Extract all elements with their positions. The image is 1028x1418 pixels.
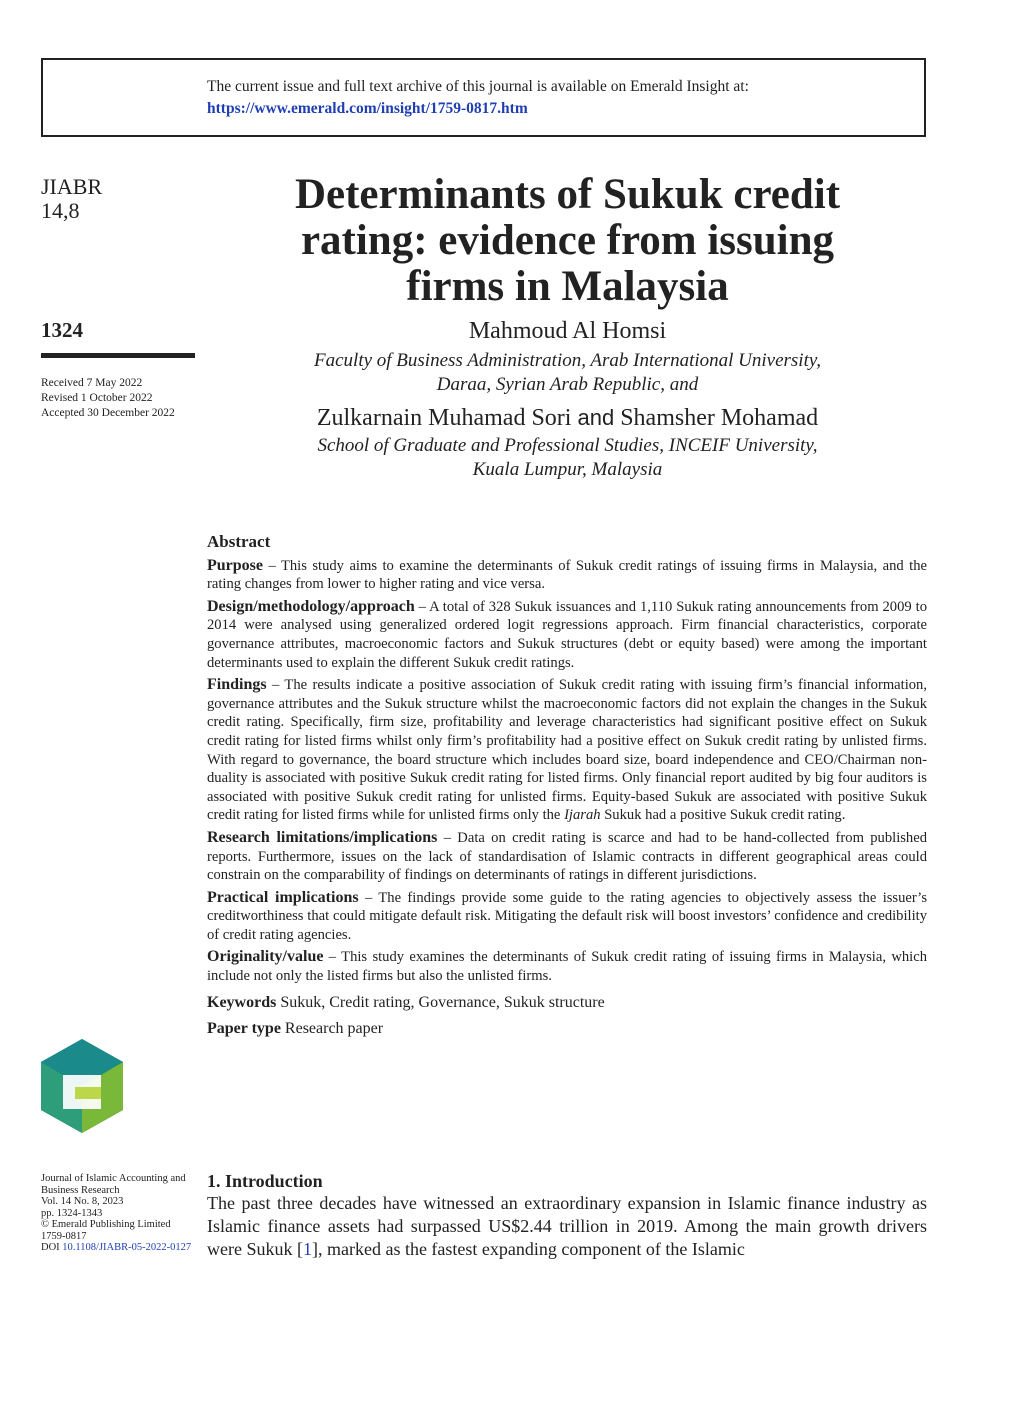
paper-type [207,1020,927,1039]
originality-text: – This study examines the determinants of Sukuk credit rating of issuing firms in Malaysia, which include not only the listed firms but also the unlisted firms. [207,949,927,985]
volume-issue: 14,8 [41,198,80,223]
page-number-rule [41,353,195,358]
journal-name: Business Research [41,1184,120,1196]
papertype-text: Research paper [280,1020,384,1038]
findings-text-end: Sukuk had a positive Sukuk credit rating. [600,807,846,824]
revised-date: Revised 1 October 2022 [41,392,153,404]
emerald-logo-icon [39,1037,125,1135]
page-range: pp. 1324-1343 [41,1207,103,1219]
intro-text: The past three decades have witnessed an extraordinary expansion in Islamic finance industry as Islamic finance assets had surpassed US$2.44 trillion in 2019. Among the main growth drivers were Sukuk [ [207,1193,927,1259]
keywords-label: Keywords [207,993,277,1011]
abstract-originality [207,948,927,985]
doi-link[interactable]: 10.1108/JIABR-05-2022-0127 [62,1242,192,1253]
journal-name: Journal of Islamic Accounting and [41,1173,186,1184]
introduction-section [207,1170,927,1261]
volume-line: Vol. 14 No. 8, 2023 [41,1196,124,1207]
affiliation-line: School of Graduate and Professional Studies, INCEIF University, [317,435,818,456]
introduction-paragraph [207,1192,927,1261]
article-dates [41,376,175,421]
practical-label: Practical implications [207,888,359,906]
copyright: © Emerald Publishing Limited [41,1219,171,1230]
design-text: – A total of 328 Sukuk issuances and 1,110 Sukuk rating announcements from 2009 to 2014 were analysed using generalized ordered logit regressions approach. Firm financial characteristics, corporate governance attributes, macroeconomic factors and Sukuk structures (debt or equity based) were among the important determinants used to explain the different Sukuk credit ratings. [207,598,927,671]
originality-label: Originality/value [207,948,324,966]
purpose-label: Purpose [207,556,263,574]
author-names [205,405,930,432]
papertype-label: Paper type [207,1020,281,1038]
author-name: Zulkarnain Muhamad Sori [316,405,572,431]
abstract-research-limitations [207,829,927,885]
introduction-heading: 1. Introduction [207,1171,323,1191]
keywords [207,994,927,1013]
journal-info [41,1173,201,1254]
author-conjunction: and [577,405,615,430]
design-label: Design/methodology/approach [207,597,415,615]
title-line: firms in Malaysia [406,263,729,310]
banner-link[interactable]: https://www.emerald.com/insight/1759-0817.htm [207,100,528,117]
abstract-section [207,533,927,1043]
abstract-heading: Abstract [207,532,271,551]
research-label: Research limitations/implications [207,828,438,846]
purpose-text: – This study aims to examine the determinants of Sukuk credit ratings of issuing firms in Malaysia, and the rating changes from lower to higher rating and vice versa. [207,557,927,593]
title-line: rating: evidence from issuing [300,217,835,264]
abstract-purpose [207,557,927,594]
intro-text: ], marked as the fastest expanding component of the Islamic [311,1239,745,1259]
abstract-design [207,598,927,672]
doi-line [41,1242,201,1254]
paper-title [205,172,930,310]
affiliation-line: Kuala Lumpur, Malaysia [472,459,663,480]
journal-abbrev: JIABR [41,174,103,199]
keywords-text: Sukuk, Credit rating, Governance, Sukuk structure [276,993,605,1011]
issn: 1759-0817 [41,1230,87,1242]
findings-text: – The results indicate a positive association of Sukuk credit rating with issuing firm’s financial information, governance attributes and the Sukuk structure whilst the macroeconomic factors did not explain the changes in the Sukuk credit rating. Specifically, firm size, profitability and leverage characteristics had significant positive effect on Sukuk credit rating for listed firms whilst only firm’s profitability had a positive effect on Sukuk credit rating by unlisted firms. With regard to governance, the board structure which includes board size, board independence and CEO/Chairman non-duality is associated with positive Sukuk credit rating for listed firms. Only financial report audited by big four auditors is associated with positive Sukuk credit rating for unlisted firms. Equity-based Sukuk are associated with positive Sukuk credit rating for listed firms while for unlisted firms only the [207,677,927,824]
affiliation-line: Daraa, Syrian Arab Republic, and [436,374,699,395]
author-affiliation [205,434,930,482]
abstract-findings [207,676,927,825]
banner-text: The current issue and full text archive of this journal is available on Emerald Insight at: [207,78,749,95]
received-date: Received 7 May 2022 [41,377,143,389]
page-number: 1324 [41,318,83,342]
journal-code [41,175,102,223]
author-affiliation [205,349,930,397]
author-name: Mahmoud Al Homsi [468,318,667,344]
affiliation-line: Faculty of Business Administration, Arab International University, [314,350,821,371]
research-text: – Data on credit rating is scarce and had to be hand-collected from published reports. Furthermore, issues on the lack of standardisation of Islamic contracts in different geographical areas could constrain on the comparability of findings on determinants of ratings in different jurisdictions. [207,829,927,884]
doi-label: DOI [41,1242,60,1253]
accepted-date: Accepted 30 December 2022 [41,407,175,419]
title-line: Determinants of Sukuk credit [294,171,841,218]
practical-text: – The findings provide some guide to the rating agencies to objectively assess the issuer’s creditworthiness that could mitigate default risk. Mitigating the default risk will boost investors’ confidence and credibility of credit rating agencies. [207,889,928,943]
findings-label: Findings [207,676,267,694]
findings-italic-term: Ijarah [564,807,601,824]
abstract-practical [207,889,927,945]
reference-link[interactable]: 1 [302,1239,312,1259]
journal-banner-box [41,58,926,137]
author-name: Shamsher Mohamad [620,405,819,431]
